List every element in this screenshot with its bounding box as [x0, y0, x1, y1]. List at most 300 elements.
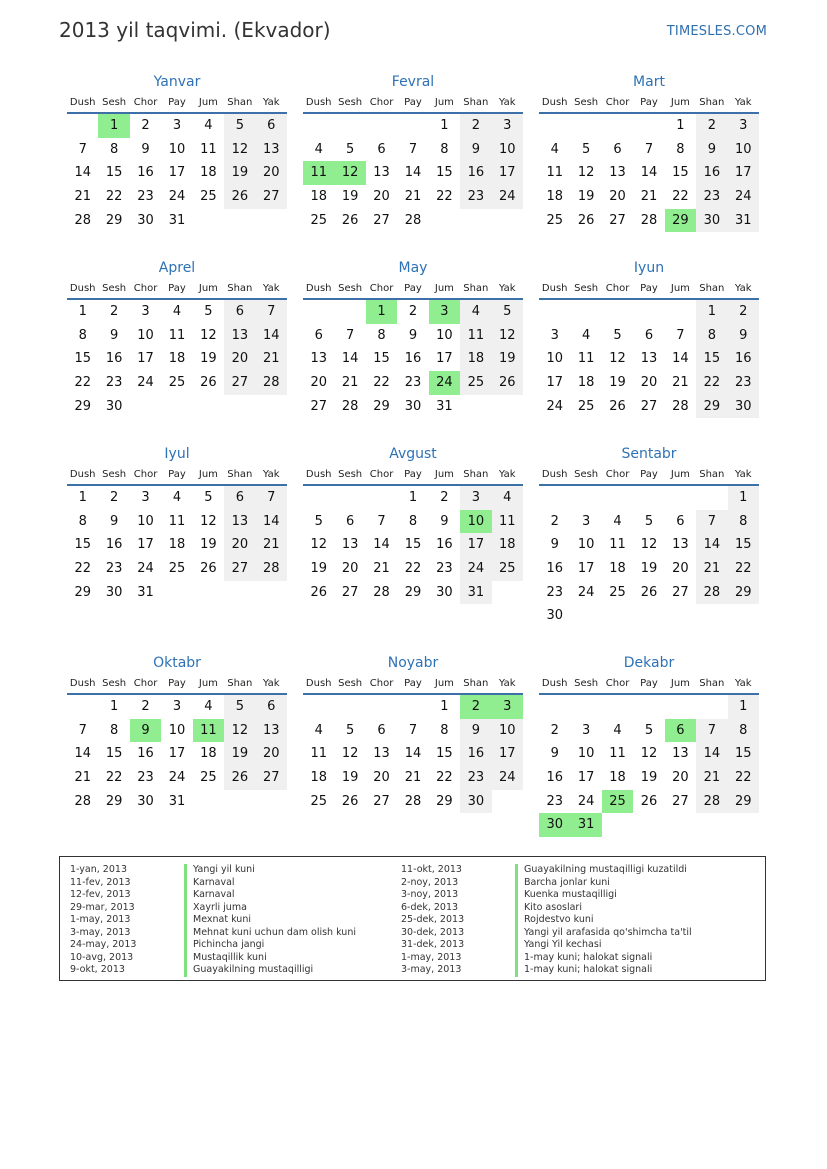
legend-row [70, 902, 356, 915]
day-cell: 11 [200, 141, 217, 157]
holiday-date: 29-mar, 2013 [70, 901, 135, 913]
day-cell: 18 [546, 189, 563, 205]
weekday-label: Yak [734, 677, 752, 689]
day-cell: 4 [314, 722, 323, 738]
day-cell: 24 [137, 375, 154, 391]
day-cell: 24 [168, 189, 186, 205]
weekday-label: Sesh [574, 96, 599, 108]
weekday-label: Jum [670, 677, 690, 689]
day-cell: 15 [373, 351, 390, 367]
day-cell: 6 [377, 722, 386, 738]
day-cell: 15 [74, 537, 91, 553]
day-cell: 22 [105, 189, 123, 205]
weekday-label: Jum [434, 282, 454, 294]
empty-cell [696, 695, 727, 719]
month-name: Oktabr [153, 655, 201, 671]
day-cell: 9 [440, 513, 449, 529]
day-cell: 19 [310, 561, 327, 577]
holiday-name: Xayrli juma [184, 902, 247, 915]
day-cell: 7 [78, 722, 87, 738]
day-cell: 14 [256, 324, 287, 348]
weekday-header [539, 673, 759, 695]
weekday-label: Pay [640, 677, 658, 689]
day-cell: 20 [609, 189, 626, 205]
day-grid [67, 695, 287, 813]
weekday-label: Sesh [102, 468, 127, 480]
weekday-label: Jum [670, 96, 690, 108]
weekday-label: Chor [369, 677, 394, 689]
day-cell: 6 [345, 513, 355, 529]
day-cell: 28 [696, 581, 727, 605]
weekday-label: Chor [605, 282, 630, 294]
day-cell: 8 [109, 141, 119, 157]
holiday-name: Guayakilning mustaqilligi kuzatildi [515, 864, 687, 877]
day-cell: 16 [137, 746, 154, 762]
day-cell: 18 [310, 770, 327, 786]
day-cell: 4 [314, 141, 323, 157]
day-cell: 26 [224, 766, 255, 790]
day-cell: 26 [200, 375, 217, 391]
month-aprel [67, 258, 287, 418]
day-cell: 11 [609, 537, 626, 553]
month-yanvar [67, 72, 287, 232]
weekday-label: Sesh [102, 677, 127, 689]
legend-column-right [401, 864, 692, 977]
weekday-header [539, 92, 759, 114]
day-cell: 29 [696, 395, 727, 419]
day-cell: 13 [373, 165, 390, 181]
day-cell: 13 [256, 719, 287, 743]
holiday-name: Mustaqillik kuni [184, 952, 267, 965]
day-cell: 30 [404, 398, 422, 414]
holiday-date: 3-may, 2013 [401, 964, 462, 975]
day-cell: 2 [408, 304, 418, 319]
day-cell: 13 [310, 351, 327, 367]
weekday-label: Sesh [574, 468, 599, 480]
empty-cell [303, 300, 334, 324]
month-name: Avgust [389, 446, 437, 462]
day-cell: 29 [728, 581, 759, 605]
day-cell: 8 [728, 510, 759, 534]
weekday-label: Pay [640, 468, 658, 480]
day-cell: 3 [172, 118, 182, 133]
day-cell: 17 [460, 533, 491, 557]
weekday-label: Pay [404, 282, 422, 294]
page-title: 2013 yil taqvimi. (Ekvador) [59, 18, 331, 42]
day-cell: 18 [310, 189, 327, 205]
day-cell: 24 [728, 185, 759, 209]
day-cell: 13 [224, 324, 255, 348]
day-cell: 1 [676, 118, 685, 133]
day-cell: 17 [546, 375, 563, 391]
weekday-label: Chor [369, 282, 394, 294]
weekday-label: Jum [198, 468, 218, 480]
day-cell: 20 [373, 189, 390, 205]
month-name: Aprel [158, 260, 196, 276]
empty-cell [539, 695, 570, 719]
day-cell: 5 [345, 141, 355, 157]
day-cell: 4 [460, 300, 491, 324]
day-cell: 16 [460, 742, 491, 766]
day-cell: 31 [570, 813, 601, 837]
day-cell: 9 [141, 141, 150, 157]
day-cell: 30 [436, 584, 453, 600]
legend-row [401, 864, 692, 877]
day-cell: 9 [130, 719, 161, 743]
day-grid [539, 114, 759, 232]
day-cell: 12 [609, 351, 626, 367]
day-cell: 20 [672, 770, 689, 786]
weekday-label: Yak [734, 282, 752, 294]
day-cell: 15 [436, 746, 453, 762]
weekday-label: Sesh [102, 282, 127, 294]
day-cell: 12 [492, 324, 523, 348]
day-cell: 4 [204, 118, 213, 133]
day-cell: 1 [440, 699, 449, 714]
day-cell: 20 [640, 375, 658, 391]
month-sentabr [539, 444, 759, 628]
legend-row [70, 964, 356, 977]
month-dekabr [539, 653, 759, 837]
month-noyabr [303, 653, 523, 813]
holiday-date: 3-may, 2013 [70, 926, 131, 938]
month-name: Noyabr [387, 655, 439, 671]
day-cell: 16 [105, 537, 123, 553]
day-cell: 7 [345, 327, 355, 343]
day-cell: 29 [728, 790, 759, 814]
day-cell: 2 [109, 490, 119, 505]
day-cell: 6 [613, 141, 622, 157]
day-cell: 5 [224, 695, 255, 719]
day-cell: 18 [168, 537, 186, 553]
day-cell: 21 [74, 770, 91, 786]
day-cell: 2 [728, 300, 759, 324]
day-cell: 2 [696, 114, 727, 138]
day-cell: 14 [373, 537, 390, 553]
weekday-label: Yak [734, 96, 752, 108]
holiday-date: 1-yan, 2013 [70, 864, 127, 875]
day-cell: 26 [640, 793, 658, 809]
day-cell: 14 [404, 746, 422, 762]
holiday-name: 1-may kuni; halokat signali [515, 964, 652, 977]
day-cell: 8 [696, 324, 727, 348]
day-cell: 1 [440, 118, 449, 133]
day-cell: 4 [492, 486, 523, 510]
day-cell: 9 [550, 746, 559, 762]
day-cell: 16 [546, 770, 563, 786]
day-cell: 31 [137, 584, 154, 600]
day-cell: 7 [256, 300, 287, 324]
weekday-header [67, 92, 287, 114]
day-cell: 7 [696, 719, 727, 743]
day-cell: 12 [224, 138, 255, 162]
day-cell: 6 [377, 141, 386, 157]
day-cell: 19 [609, 375, 626, 391]
day-cell: 22 [672, 189, 689, 205]
empty-cell [334, 114, 365, 138]
day-cell: 10 [168, 722, 186, 738]
holiday-date: 30-dek, 2013 [401, 926, 465, 938]
day-cell: 10 [546, 351, 563, 367]
day-cell: 2 [550, 513, 559, 529]
day-cell: 2 [141, 118, 150, 133]
weekday-label: Yak [498, 468, 516, 480]
weekday-label: Pay [404, 468, 422, 480]
day-cell: 15 [436, 165, 453, 181]
day-cell: 11 [168, 513, 186, 529]
day-cell: 28 [672, 398, 689, 414]
day-cell: 11 [546, 165, 563, 181]
day-cell: 12 [640, 537, 658, 553]
day-cell: 15 [728, 742, 759, 766]
day-cell: 20 [224, 347, 255, 371]
day-cell: 25 [310, 212, 327, 228]
day-grid [303, 300, 523, 418]
weekday-label: Jum [670, 468, 690, 480]
weekday-label: Jum [434, 468, 454, 480]
empty-cell [303, 695, 334, 719]
weekday-label: Dush [541, 468, 568, 480]
day-cell: 8 [440, 141, 449, 157]
empty-cell [665, 486, 696, 510]
day-cell: 25 [168, 561, 186, 577]
weekday-label: Sesh [338, 677, 363, 689]
day-cell: 29 [373, 398, 390, 414]
day-cell: 5 [345, 722, 355, 738]
day-cell: 19 [200, 537, 217, 553]
day-cell: 10 [577, 537, 595, 553]
day-cell: 21 [404, 770, 422, 786]
day-cell: 11 [577, 351, 595, 367]
day-cell: 25 [602, 790, 633, 814]
day-cell: 18 [609, 770, 626, 786]
weekday-label: Pay [168, 677, 186, 689]
holiday-date: 6-dek, 2013 [401, 901, 459, 913]
day-cell: 5 [492, 300, 523, 324]
day-cell: 10 [137, 513, 154, 529]
day-cell: 23 [460, 185, 491, 209]
day-cell: 2 [141, 699, 150, 714]
weekday-header [303, 464, 523, 486]
day-cell: 19 [640, 770, 658, 786]
day-cell: 11 [310, 746, 327, 762]
day-cell: 14 [74, 165, 91, 181]
day-cell: 26 [492, 371, 523, 395]
day-cell: 27 [224, 371, 255, 395]
weekday-label: Dush [541, 96, 568, 108]
weekday-label: Chor [133, 468, 158, 480]
weekday-label: Jum [198, 282, 218, 294]
day-cell: 17 [168, 165, 186, 181]
day-cell: 1 [728, 486, 759, 510]
day-cell: 9 [109, 513, 119, 529]
month-name: May [398, 260, 428, 276]
day-cell: 9 [460, 719, 491, 743]
day-cell: 30 [137, 212, 154, 228]
month-oktabr [67, 653, 287, 813]
day-cell: 19 [341, 770, 359, 786]
day-grid [539, 300, 759, 418]
weekday-label: Pay [640, 282, 658, 294]
day-cell: 5 [224, 114, 255, 138]
day-grid [303, 114, 523, 232]
holiday-date: 9-okt, 2013 [70, 964, 125, 975]
day-grid [303, 486, 523, 604]
holiday-name: Karnaval [184, 889, 235, 902]
day-cell: 7 [644, 141, 654, 157]
day-cell: 24 [577, 584, 595, 600]
day-cell: 29 [436, 793, 453, 809]
day-cell: 10 [728, 138, 759, 162]
day-cell: 17 [436, 351, 453, 367]
day-cell: 7 [78, 141, 87, 157]
weekday-header [67, 278, 287, 300]
day-cell: 1 [78, 490, 87, 505]
day-cell: 26 [640, 584, 658, 600]
month-mart [539, 72, 759, 232]
day-cell: 6 [644, 327, 654, 343]
legend-row [70, 939, 356, 952]
empty-cell [303, 114, 334, 138]
day-cell: 30 [728, 395, 759, 419]
day-cell: 29 [105, 212, 123, 228]
day-cell: 14 [640, 165, 658, 181]
day-cell: 19 [640, 561, 658, 577]
day-cell: 27 [256, 185, 287, 209]
weekday-header [539, 278, 759, 300]
empty-cell [602, 300, 633, 324]
day-cell: 9 [696, 138, 727, 162]
day-cell: 14 [404, 165, 422, 181]
day-cell: 30 [105, 584, 123, 600]
weekday-label: Dush [305, 282, 332, 294]
day-cell: 12 [640, 746, 658, 762]
day-cell: 21 [373, 561, 390, 577]
holiday-date: 3-noy, 2013 [401, 889, 459, 900]
day-cell: 18 [577, 375, 595, 391]
empty-cell [633, 114, 664, 138]
day-cell: 13 [609, 165, 626, 181]
day-cell: 28 [373, 584, 390, 600]
day-cell: 27 [256, 766, 287, 790]
holiday-name: Yangi yil kuni [184, 864, 255, 877]
day-cell: 29 [404, 584, 422, 600]
legend-row [401, 939, 692, 952]
day-cell: 27 [672, 584, 689, 600]
empty-cell [570, 114, 601, 138]
day-cell: 29 [665, 209, 696, 233]
empty-cell [397, 695, 428, 719]
day-cell: 28 [640, 212, 658, 228]
brand-link[interactable]: TIMESLES.COM [666, 24, 767, 39]
day-cell: 12 [334, 161, 365, 185]
weekday-label: Yak [498, 677, 516, 689]
day-cell: 29 [74, 398, 91, 414]
day-cell: 27 [310, 398, 327, 414]
weekday-label: Jum [434, 96, 454, 108]
legend-row [401, 964, 692, 977]
day-cell: 26 [341, 212, 359, 228]
day-cell: 28 [404, 793, 422, 809]
day-cell: 5 [644, 513, 654, 529]
empty-cell [334, 300, 365, 324]
weekday-label: Jum [198, 677, 218, 689]
day-cell: 23 [696, 185, 727, 209]
day-cell: 2 [440, 490, 449, 505]
day-cell: 22 [74, 561, 91, 577]
weekday-label: Dush [69, 282, 96, 294]
month-may [303, 258, 523, 418]
legend-row [401, 877, 692, 890]
day-cell: 3 [429, 300, 460, 324]
day-cell: 22 [696, 371, 727, 395]
weekday-header [303, 673, 523, 695]
day-cell: 20 [310, 375, 327, 391]
day-cell: 11 [168, 327, 186, 343]
day-cell: 28 [341, 398, 359, 414]
day-cell: 14 [672, 351, 689, 367]
day-cell: 23 [105, 375, 123, 391]
day-cell: 24 [492, 185, 523, 209]
day-cell: 30 [105, 398, 123, 414]
day-cell: 21 [672, 375, 689, 391]
day-grid [539, 486, 759, 628]
day-cell: 17 [492, 161, 523, 185]
month-fevral [303, 72, 523, 232]
empty-cell [366, 114, 397, 138]
empty-cell [366, 486, 397, 510]
empty-cell [602, 486, 633, 510]
day-cell: 7 [408, 722, 418, 738]
weekday-label: Yak [262, 468, 280, 480]
day-cell: 17 [137, 537, 154, 553]
day-cell: 25 [200, 770, 217, 786]
day-cell: 25 [168, 375, 186, 391]
weekday-label: Yak [262, 282, 280, 294]
weekday-label: Shan [699, 96, 725, 108]
legend-row [70, 914, 356, 927]
weekday-label: Shan [699, 282, 725, 294]
holiday-name: Yangi yil arafasida qo'shimcha ta'til [515, 927, 692, 940]
day-cell: 23 [105, 561, 123, 577]
empty-cell [665, 695, 696, 719]
day-cell: 1 [728, 695, 759, 719]
day-cell: 8 [109, 722, 119, 738]
day-cell: 25 [492, 557, 523, 581]
day-cell: 7 [377, 513, 386, 529]
day-cell: 22 [74, 375, 91, 391]
day-cell: 31 [436, 398, 453, 414]
day-cell: 30 [137, 793, 154, 809]
day-cell: 5 [314, 513, 323, 529]
day-cell: 19 [200, 351, 217, 367]
holiday-date: 1-may, 2013 [70, 914, 131, 925]
day-cell: 25 [577, 398, 595, 414]
holiday-date: 11-okt, 2013 [401, 864, 462, 875]
day-cell: 16 [460, 161, 491, 185]
day-cell: 28 [404, 212, 422, 228]
legend-row [401, 902, 692, 915]
day-cell: 4 [613, 722, 622, 738]
day-cell: 20 [373, 770, 390, 786]
day-cell: 27 [640, 398, 658, 414]
day-cell: 28 [74, 212, 91, 228]
weekday-label: Shan [463, 96, 489, 108]
empty-cell [602, 695, 633, 719]
day-cell: 25 [609, 584, 626, 600]
day-cell: 2 [460, 695, 491, 719]
day-cell: 23 [728, 371, 759, 395]
